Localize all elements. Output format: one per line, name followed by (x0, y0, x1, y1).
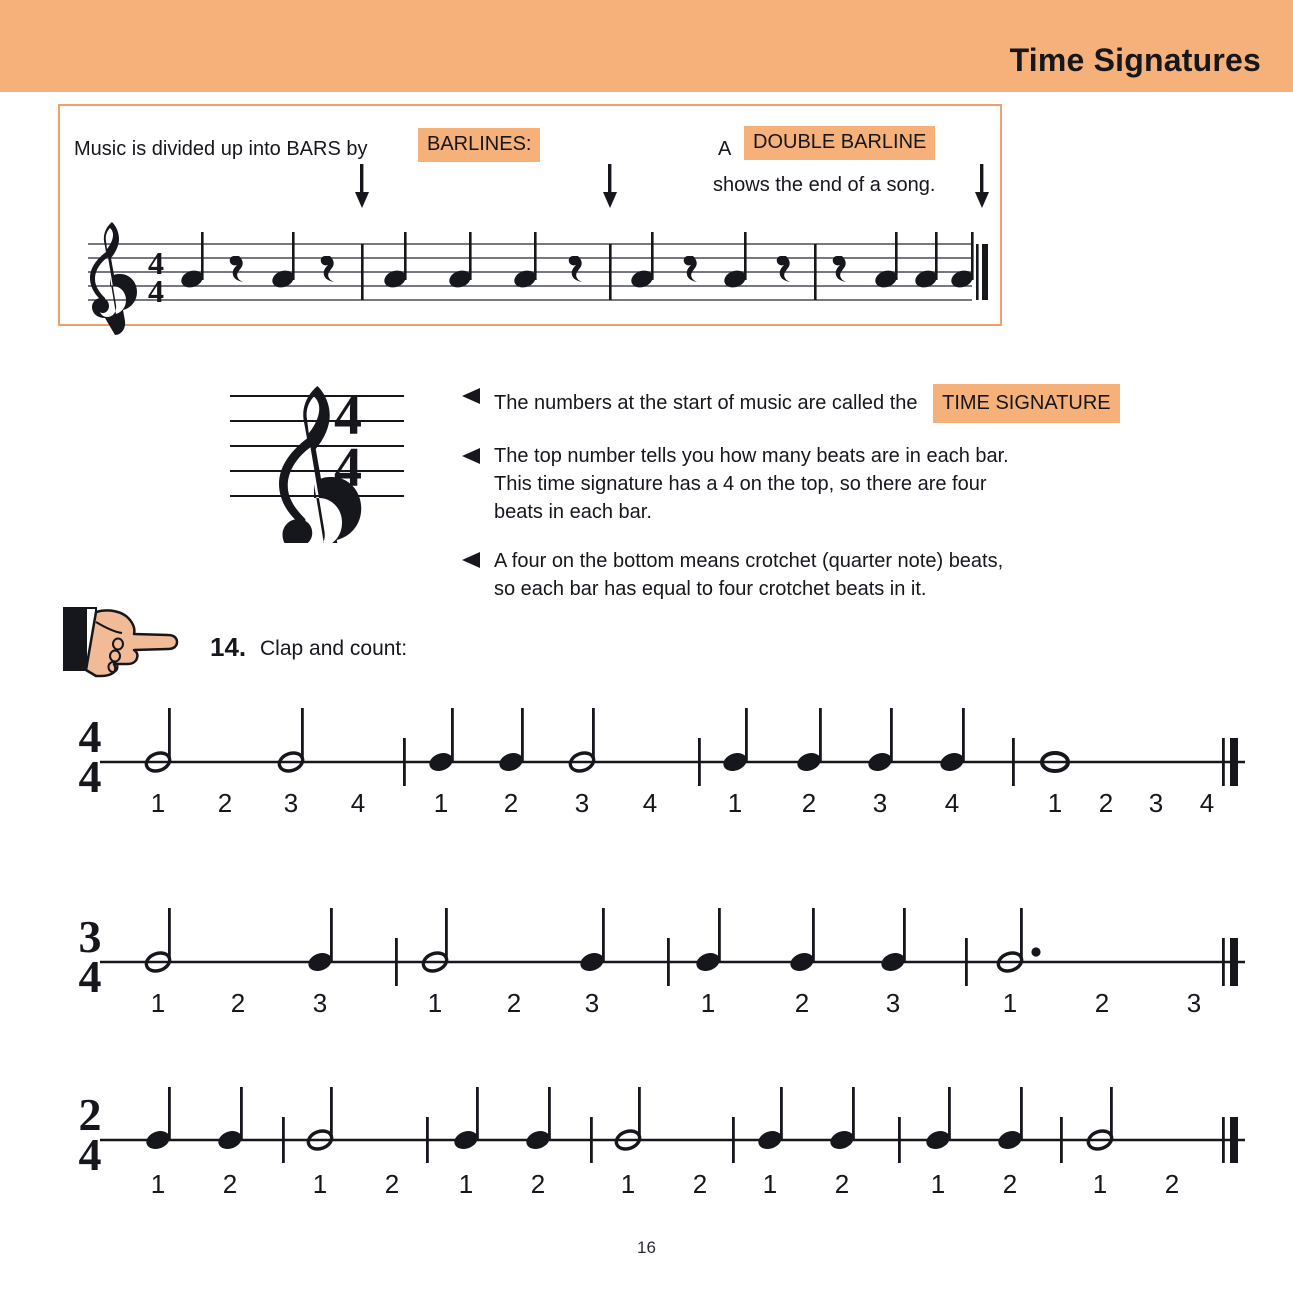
svg-text:4: 4 (350, 788, 366, 818)
svg-text:2: 2 (1098, 788, 1114, 818)
intro-barline-1 (361, 244, 364, 300)
intro-barline-3 (814, 244, 817, 300)
exercise-number: 14. (210, 632, 247, 662)
line3-bar-1 (144, 1087, 244, 1152)
intro-panel (58, 104, 1002, 326)
line2-double-barline (1222, 938, 1238, 986)
bullet-1 (494, 384, 1120, 423)
line1-bar-2 (427, 708, 596, 774)
bullet-1-text: The numbers at the start of music are called the (494, 392, 918, 414)
line1-beat-numbers (151, 788, 1214, 818)
svg-text:2: 2 (530, 1169, 546, 1199)
bullet-2-line-3: beats in each bar. (494, 501, 652, 523)
svg-text:4: 4 (1199, 788, 1215, 818)
line2-barline-1 (395, 938, 398, 986)
intro-bar-1 (179, 232, 334, 290)
line3-time-signature-bottom: 4 (78, 1129, 102, 1180)
svg-text:2: 2 (794, 988, 810, 1018)
svg-text:1: 1 (150, 988, 166, 1018)
line2-barline-2 (667, 938, 670, 986)
page-number: 16 (637, 1238, 656, 1257)
svg-text:4: 4 (642, 788, 658, 818)
svg-text:2: 2 (503, 788, 519, 818)
bullet-2-line-1: The top number tells you how many beats are in each bar. (494, 445, 1009, 467)
intro-bar-2 (382, 232, 582, 290)
exercise-line-4-4 (70, 690, 1270, 820)
line3-beat-numbers (151, 1169, 1179, 1199)
svg-text:1: 1 (150, 1169, 166, 1199)
svg-text:3: 3 (872, 788, 888, 818)
line2-barline-3 (965, 938, 968, 986)
line3-barline-3 (590, 1117, 593, 1163)
line3-barline-2 (426, 1117, 429, 1163)
quarter-rest-icon (321, 256, 334, 282)
time-signature-highlight: TIME SIGNATURE (933, 384, 1120, 423)
svg-text:3: 3 (1148, 788, 1164, 818)
double-barline-label: DOUBLE BARLINE (744, 126, 935, 160)
svg-text:2: 2 (1164, 1169, 1180, 1199)
svg-text:1: 1 (930, 1169, 946, 1199)
bullet-arrow-icon-1 (461, 387, 481, 405)
explain-time-signature-top: 4 (334, 385, 362, 447)
line3-bar-5 (756, 1087, 856, 1152)
exercise-line-3-4 (70, 890, 1270, 1020)
svg-text:1: 1 (312, 1169, 328, 1199)
svg-text:2: 2 (230, 988, 246, 1018)
line1-barline-3 (1012, 738, 1015, 786)
svg-text:2: 2 (834, 1169, 850, 1199)
exercise-instruction: Clap and count: (260, 637, 408, 660)
line2-beat-numbers (151, 988, 1201, 1018)
explanation-staff (222, 368, 412, 543)
intro-lead-text: Music is divided up into BARS by (74, 138, 368, 160)
page-header-banner (0, 0, 1293, 92)
arrow-down-icon-2 (603, 164, 617, 208)
treble-clef-icon (90, 222, 137, 335)
svg-text:3: 3 (312, 988, 328, 1018)
svg-text:1: 1 (620, 1169, 636, 1199)
pointing-hand-icon (60, 600, 190, 682)
intro-music-staff (70, 206, 990, 336)
line3-barline-4 (732, 1117, 735, 1163)
line2-bar-4 (996, 908, 1041, 974)
quarter-rest-icon (569, 256, 582, 282)
exercise-line-2-4 (70, 1075, 1270, 1205)
svg-text:1: 1 (458, 1169, 474, 1199)
intro-tail-text: shows the end of a song. (713, 174, 936, 196)
barlines-label: BARLINES: (418, 128, 540, 162)
line3-bar-3 (452, 1087, 552, 1152)
line2-bar-2 (421, 908, 606, 974)
quarter-rest-icon (777, 256, 790, 282)
line1-bar-1 (144, 708, 305, 774)
barline-arrows (70, 164, 990, 224)
quarter-rest-icon (833, 256, 846, 282)
bullet-3 (494, 547, 1003, 603)
svg-text:1: 1 (433, 788, 449, 818)
arrow-down-icon-1 (355, 164, 369, 208)
line3-time-signature-top: 2 (78, 1089, 102, 1140)
svg-text:2: 2 (1094, 988, 1110, 1018)
line3-barline-5 (898, 1117, 901, 1163)
svg-text:2: 2 (1002, 1169, 1018, 1199)
line2-time-signature-bottom: 4 (78, 951, 102, 1002)
line1-barline-2 (698, 738, 701, 786)
quarter-rest-icon (230, 256, 243, 282)
bullet-2-line-2: This time signature has a 4 on the top, so there are four (494, 473, 987, 495)
line3-bar-7 (1086, 1087, 1114, 1152)
line3-barline-6 (1060, 1117, 1063, 1163)
svg-text:1: 1 (1047, 788, 1063, 818)
svg-text:2: 2 (222, 1169, 238, 1199)
line3-bar-4 (614, 1087, 642, 1152)
svg-text:2: 2 (506, 988, 522, 1018)
svg-text:1: 1 (1092, 1169, 1108, 1199)
page-title: Time Signatures (1009, 42, 1261, 78)
svg-text:2: 2 (217, 788, 233, 818)
svg-text:3: 3 (574, 788, 590, 818)
intro-bar-4 (833, 232, 975, 290)
line1-time-signature-top: 4 (78, 711, 102, 762)
intro-barline-2 (609, 244, 612, 300)
svg-text:1: 1 (1002, 988, 1018, 1018)
double-barline-highlight (744, 126, 935, 160)
line1-barline-1 (403, 738, 406, 786)
bullet-3-line-2: so each bar has equal to four crotchet beats in it. (494, 578, 927, 600)
svg-text:2: 2 (801, 788, 817, 818)
line2-bar-1 (144, 908, 334, 974)
intro-double-barline (976, 244, 988, 300)
svg-text:1: 1 (727, 788, 743, 818)
bullet-arrow-icon-3 (461, 551, 481, 569)
augmentation-dot (1031, 947, 1040, 956)
intro-article: A (718, 138, 732, 160)
line3-bar-2 (306, 1087, 334, 1152)
line2-time-signature-top: 3 (78, 911, 102, 962)
svg-text:1: 1 (762, 1169, 778, 1199)
line1-time-signature-bottom: 4 (78, 751, 102, 802)
intro-time-signature-top: 4 (148, 245, 164, 281)
svg-text:3: 3 (885, 988, 901, 1018)
svg-text:1: 1 (427, 988, 443, 1018)
bullet-arrow-icon-2 (461, 447, 481, 465)
svg-text:3: 3 (584, 988, 600, 1018)
svg-text:3: 3 (1186, 988, 1202, 1018)
bullet-3-line-1: A four on the bottom means crotchet (quarter note) beats, (494, 550, 1004, 572)
arrow-down-icon-3 (975, 164, 989, 208)
line2-bar-3 (694, 908, 907, 974)
line3-double-barline (1222, 1117, 1238, 1163)
line1-double-barline (1222, 738, 1238, 786)
quarter-rest-icon (684, 256, 697, 282)
svg-text:1: 1 (700, 988, 716, 1018)
svg-text:4: 4 (944, 788, 960, 818)
bullet-2 (494, 442, 1009, 526)
barlines-highlight (418, 128, 540, 162)
explain-time-signature-bottom: 4 (334, 437, 362, 499)
line1-bar-3 (721, 708, 966, 774)
intro-time-signature-bottom: 4 (148, 273, 164, 309)
svg-text:3: 3 (283, 788, 299, 818)
svg-text:2: 2 (384, 1169, 400, 1199)
intro-bar-3 (629, 232, 790, 290)
line3-bar-6 (924, 1087, 1024, 1152)
svg-text:2: 2 (692, 1169, 708, 1199)
line3-barline-1 (282, 1117, 285, 1163)
svg-text:1: 1 (150, 788, 166, 818)
